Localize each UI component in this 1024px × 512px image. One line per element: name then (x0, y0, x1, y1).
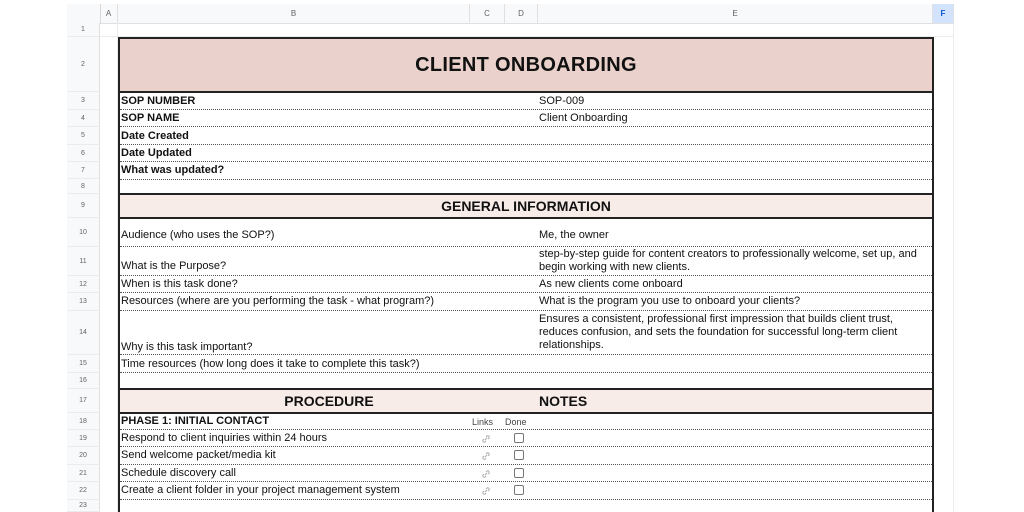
notes-heading[interactable]: NOTES (539, 393, 588, 409)
title-band (120, 39, 932, 93)
section-divider (120, 412, 932, 414)
row-header-11[interactable]: 11 (67, 247, 100, 276)
checkbox-icon[interactable] (514, 485, 524, 495)
spreadsheet-grid[interactable] (67, 4, 954, 512)
row-header-4[interactable]: 4 (67, 110, 100, 127)
sop-name-value[interactable]: Client Onboarding (539, 112, 628, 124)
what-updated-label[interactable]: What was updated? (121, 164, 225, 176)
row-header-19[interactable]: 19 (67, 430, 100, 447)
column-header-c[interactable]: C (470, 4, 505, 23)
link-icon[interactable] (481, 434, 491, 444)
links-column-header: Links (472, 417, 494, 427)
resources-label[interactable]: Resources (where are you performing the task - what program?) (121, 295, 435, 307)
row-header-23[interactable]: 23 (67, 500, 100, 512)
sop-number-value[interactable]: SOP-009 (539, 95, 585, 107)
row-header-22[interactable]: 22 (67, 482, 100, 500)
row-divider (120, 144, 932, 145)
row-header-3[interactable]: 3 (67, 92, 100, 110)
resources-value[interactable]: What is the program you use to onboard your clients? (539, 295, 801, 307)
row-header-8[interactable]: 8 (67, 179, 100, 194)
row-divider (120, 310, 932, 311)
row-header-20[interactable]: 20 (67, 447, 100, 465)
row-divider (120, 246, 932, 247)
row-header-9[interactable]: 9 (67, 194, 100, 218)
row-divider (120, 446, 932, 447)
row-divider (120, 109, 932, 110)
row-header-12[interactable]: 12 (67, 276, 100, 293)
row-divider (120, 372, 932, 373)
procedure-step-1[interactable]: Respond to client inquiries within 24 hours (121, 432, 328, 444)
row-header-7[interactable]: 7 (67, 162, 100, 179)
row-header-16[interactable]: 16 (67, 373, 100, 389)
why-value[interactable]: Ensures a consistent, professional first impression that builds client trust, reduces confusion, and sets the foundation for successful long-term client relationships. (539, 313, 898, 351)
row-divider (120, 292, 932, 293)
row-divider (120, 464, 932, 465)
row-divider (120, 429, 932, 430)
purpose-value[interactable]: step-by-step guide for content creators to professionally welcome, set up, and begin working with new clients. (539, 248, 917, 273)
column-header-a[interactable]: A (100, 4, 118, 23)
row-header-10[interactable]: 10 (67, 218, 100, 247)
link-icon[interactable] (481, 486, 491, 496)
link-icon[interactable] (481, 451, 491, 461)
row-header-13[interactable]: 13 (67, 293, 100, 311)
grid-line (953, 23, 954, 512)
when-label[interactable]: When is this task done? (121, 278, 238, 290)
checkbox-icon[interactable] (514, 450, 524, 460)
done-column-header: Done (505, 417, 527, 427)
procedure-heading[interactable]: PROCEDURE (284, 393, 374, 409)
row-divider (120, 354, 932, 355)
row-header-18[interactable]: 18 (67, 413, 100, 430)
procedure-step-2[interactable]: Send welcome packet/media kit (121, 449, 276, 461)
purpose-label[interactable]: What is the Purpose? (121, 260, 227, 272)
checkbox-icon[interactable] (514, 433, 524, 443)
sop-name-label[interactable]: SOP NAME (121, 112, 180, 124)
general-information-heading[interactable]: GENERAL INFORMATION (441, 198, 611, 214)
date-updated-label[interactable]: Date Updated (121, 147, 192, 159)
section-divider (120, 217, 932, 219)
row-header-14[interactable]: 14 (67, 311, 100, 355)
procedure-step-3[interactable]: Schedule discovery call (121, 467, 236, 479)
time-resources-label[interactable]: Time resources (how long does it take to complete this task?) (121, 358, 420, 370)
phase-label[interactable]: PHASE 1: INITIAL CONTACT (121, 415, 270, 427)
row-header-2[interactable]: 2 (67, 37, 100, 92)
checkbox-icon[interactable] (514, 468, 524, 478)
procedure-band (120, 390, 932, 412)
date-created-label[interactable]: Date Created (121, 130, 189, 142)
row-divider (120, 179, 932, 180)
procedure-step-4[interactable]: Create a client folder in your project management system (121, 484, 400, 496)
audience-label[interactable]: Audience (who uses the SOP?) (121, 229, 275, 241)
column-header-b[interactable]: B (118, 4, 470, 23)
row-divider (120, 481, 932, 482)
page-title[interactable]: CLIENT ONBOARDING (415, 54, 637, 76)
row-divider (120, 499, 932, 500)
row-divider (120, 275, 932, 276)
row-header-15[interactable]: 15 (67, 355, 100, 373)
column-header-bar (67, 4, 954, 24)
row-header-17[interactable]: 17 (67, 389, 100, 413)
column-header-f[interactable]: F (933, 4, 954, 23)
row-header-1[interactable]: 1 (67, 23, 100, 37)
audience-value[interactable]: Me, the owner (539, 229, 609, 241)
why-label[interactable]: Why is this task important? (121, 341, 253, 353)
row-header-5[interactable]: 5 (67, 127, 100, 145)
link-icon[interactable] (481, 469, 491, 479)
general-information-band (120, 195, 932, 217)
select-all-corner[interactable] (67, 4, 101, 23)
column-header-d[interactable]: D (505, 4, 538, 23)
row-divider (120, 126, 932, 127)
row-header-21[interactable]: 21 (67, 465, 100, 482)
sop-number-label[interactable]: SOP NUMBER (121, 95, 196, 107)
row-divider (120, 161, 932, 162)
when-value[interactable]: As new clients come onboard (539, 278, 683, 290)
column-header-e[interactable]: E (538, 4, 933, 23)
row-header-6[interactable]: 6 (67, 145, 100, 162)
